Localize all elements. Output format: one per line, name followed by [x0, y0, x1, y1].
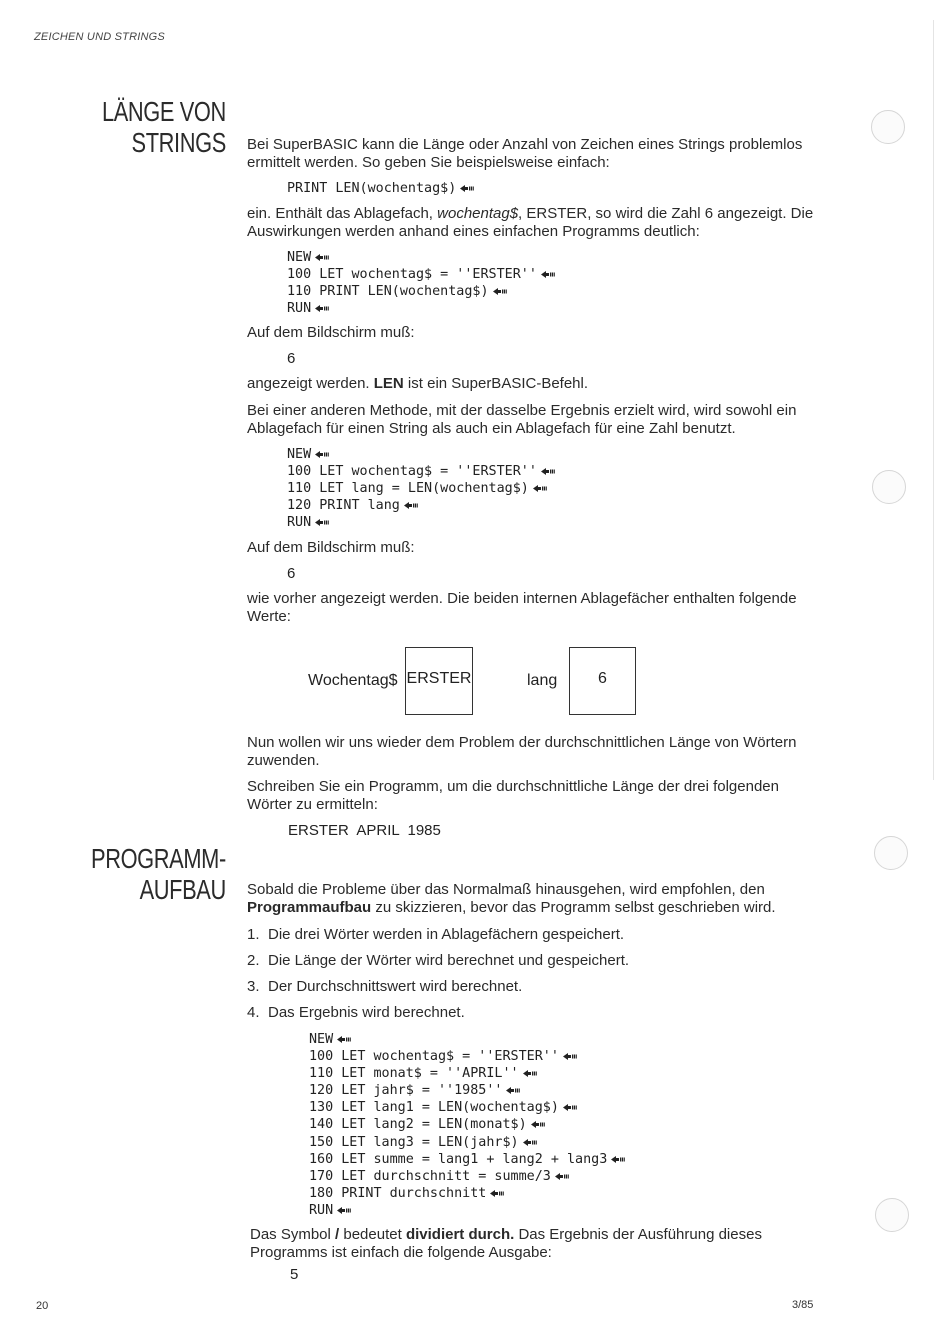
- list-text: Die drei Wörter werden in Ablagefächern gespeichert.: [268, 926, 625, 943]
- code-line: [287, 300, 555, 317]
- code-line: [309, 1168, 625, 1185]
- edition-date: 3/85: [792, 1299, 814, 1311]
- screen-output: 6: [287, 565, 296, 582]
- code-line: [309, 1099, 625, 1116]
- running-head: ZEICHEN UND STRINGS: [34, 31, 165, 43]
- enter-key-icon: [315, 450, 329, 459]
- code-block: [287, 180, 474, 197]
- page-edge: [933, 20, 934, 780]
- code-line: [287, 514, 555, 531]
- storage-box: [569, 647, 636, 715]
- enter-key-icon: [523, 1138, 537, 1147]
- code-text: 130 LET lang1 = LEN(wochentag$): [309, 1100, 559, 1116]
- section-title-line: STRINGS: [131, 127, 226, 158]
- paragraph: Schreiben Sie ein Programm, um die durchschnittliche Länge der drei folgenden Wörter zu ermitteln:: [247, 778, 779, 813]
- code-text: RUN: [287, 515, 312, 531]
- code-text: 140 LET lang2 = LEN(monat$): [309, 1117, 527, 1133]
- punch-hole-icon: [871, 110, 905, 144]
- code-line: [287, 446, 555, 463]
- enter-key-icon: [533, 484, 547, 493]
- code-block: [287, 446, 555, 531]
- code-line: [309, 1048, 625, 1065]
- code-block: [287, 249, 555, 317]
- code-line: [309, 1134, 625, 1151]
- paragraph: [247, 881, 819, 917]
- enter-key-icon: [315, 304, 329, 313]
- text-run: zu skizzieren, bevor das Programm selbst geschrieben wird.: [371, 899, 776, 916]
- variable-label: Wochentag$: [308, 672, 398, 689]
- text-run: , ERSTER, so wird die Zahl 6 angezeigt. Die Auswirkungen werden anhand eines einfachen Programms deutlich:: [247, 205, 814, 240]
- text-run: Sobald die Probleme über das Normalmaß hinausgehen, wird empfohlen, den: [247, 881, 765, 898]
- code-text: 150 LET lang3 = LEN(jahr$): [309, 1134, 519, 1150]
- code-line: [287, 283, 555, 300]
- paragraph: [247, 375, 819, 393]
- paragraph: Bei SuperBASIC kann die Länge oder Anzahl von Zeichen eines Strings problemlos ermittelt werden. So geben Sie beispielsweise einfach:: [247, 136, 803, 171]
- paragraph: [250, 1226, 820, 1262]
- code-text: 170 LET durchschnitt = summe/3: [309, 1168, 551, 1184]
- code-text: 100 LET wochentag$ = ''ERSTER'': [287, 267, 537, 283]
- enter-key-icon: [523, 1069, 537, 1078]
- enter-key-icon: [541, 467, 555, 476]
- code-text: 100 LET wochentag$ = ''ERSTER'': [309, 1049, 559, 1065]
- enter-key-icon: [460, 184, 474, 193]
- list-item: [247, 952, 629, 970]
- code-line: [287, 463, 555, 480]
- text-run: angezeigt werden.: [247, 375, 374, 392]
- enter-key-icon: [541, 270, 555, 279]
- code-line: [309, 1202, 625, 1219]
- code-text: 160 LET summe = lang1 + lang2 + lang3: [309, 1151, 608, 1167]
- code-line: [287, 497, 555, 514]
- code-block: [309, 1031, 625, 1219]
- list-text: Die Länge der Wörter wird berechnet und gespeichert.: [268, 952, 630, 969]
- screen-output: 5: [290, 1266, 299, 1283]
- code-line: [287, 249, 555, 266]
- enter-key-icon: [563, 1103, 577, 1112]
- code-text: RUN: [309, 1202, 334, 1218]
- screen-output: 6: [287, 350, 296, 367]
- enter-key-icon: [490, 1189, 504, 1198]
- variable-label: lang: [527, 672, 558, 689]
- code-line: [309, 1116, 625, 1133]
- code-text: PRINT LEN(wochentag$): [287, 181, 457, 196]
- enter-key-icon: [337, 1206, 351, 1215]
- code-text: 120 LET jahr$ = ''1985'': [309, 1083, 503, 1099]
- code-text: 180 PRINT durchschnitt: [309, 1185, 487, 1201]
- code-line: [309, 1185, 625, 1202]
- code-line: [309, 1065, 625, 1082]
- code-text: RUN: [287, 301, 312, 317]
- code-line: [309, 1031, 625, 1048]
- code-text: NEW: [309, 1032, 334, 1047]
- text-run: Das Symbol: [250, 1226, 336, 1243]
- paragraph: wie vorher angezeigt werden. Die beiden internen Ablagefächer enthalten folgende Werte:: [247, 590, 797, 625]
- code-text: NEW: [287, 250, 312, 265]
- paragraph: [247, 205, 819, 241]
- list-number: 3.: [247, 978, 260, 995]
- list-item: [247, 926, 624, 944]
- text-run: bedeutet: [339, 1226, 406, 1243]
- section-title-line: AUFBAU: [139, 874, 226, 905]
- list-number: 4.: [247, 1004, 260, 1021]
- list-item: [247, 978, 522, 996]
- punch-hole-icon: [872, 470, 906, 504]
- section-title-line: LÄNGE VON: [102, 96, 226, 127]
- storage-value: ERSTER: [406, 670, 472, 687]
- code-text: 120 PRINT lang: [287, 498, 400, 514]
- section-title-laenge-von-strings: [102, 96, 226, 158]
- code-line: [287, 266, 555, 283]
- text-run: ein. Enthält das Ablagefach,: [247, 205, 438, 222]
- bold-term: dividiert durch.: [405, 1226, 515, 1243]
- code-text: 100 LET wochentag$ = ''ERSTER'': [287, 464, 537, 480]
- enter-key-icon: [493, 287, 507, 296]
- punch-hole-icon: [874, 836, 908, 870]
- italic-term: wochentag$: [437, 205, 519, 222]
- code-line: [287, 180, 474, 197]
- bold-term: Programmaufbau: [247, 899, 372, 916]
- enter-key-icon: [337, 1035, 351, 1044]
- enter-key-icon: [531, 1120, 545, 1129]
- storage-value: 6: [598, 670, 607, 687]
- code-text: 110 LET monat$ = ''APRIL'': [309, 1066, 519, 1082]
- code-text: NEW: [287, 447, 312, 462]
- code-text: 110 LET lang = LEN(wochentag$): [287, 481, 529, 497]
- list-number: 2.: [247, 952, 260, 969]
- enter-key-icon: [404, 501, 418, 510]
- enter-key-icon: [315, 253, 329, 262]
- page-number: 20: [36, 1300, 49, 1312]
- list-item: [247, 1004, 465, 1022]
- enter-key-icon: [611, 1155, 625, 1164]
- section-title-line: PROGRAMM-: [91, 843, 226, 874]
- bold-term: LEN: [373, 375, 404, 392]
- bold-term: /: [335, 1226, 340, 1243]
- words-line: ERSTER APRIL 1985: [288, 822, 441, 839]
- paragraph: Bei einer anderen Methode, mit der dasselbe Ergebnis erzielt wird, wird sowohl ein Ablagefach für einen String als auch ein Ablagefach für eine Zahl benutzt.: [247, 402, 797, 437]
- code-line: [309, 1082, 625, 1099]
- text-run: ist ein SuperBASIC-Befehl.: [403, 375, 589, 392]
- paragraph: Nun wollen wir uns wieder dem Problem der durchschnittlichen Länge von Wörtern zuwenden.: [247, 734, 797, 769]
- paragraph: Auf dem Bildschirm muß:: [247, 324, 415, 341]
- code-line: [309, 1151, 625, 1168]
- section-title-programmaufbau: [91, 843, 226, 905]
- list-text: Das Ergebnis wird berechnet.: [268, 1004, 465, 1021]
- code-text: 110 PRINT LEN(wochentag$): [287, 284, 489, 300]
- enter-key-icon: [506, 1086, 520, 1095]
- enter-key-icon: [315, 518, 329, 527]
- list-text: Der Durchschnittswert wird berechnet.: [268, 978, 523, 995]
- enter-key-icon: [555, 1172, 569, 1181]
- text-run: Das Ergebnis der Ausführung dieses Programms ist einfach die folgende Ausgabe:: [250, 1226, 762, 1261]
- list-number: 1.: [247, 926, 260, 943]
- storage-box: [405, 647, 473, 715]
- enter-key-icon: [563, 1052, 577, 1061]
- paragraph: Auf dem Bildschirm muß:: [247, 539, 415, 556]
- punch-hole-icon: [875, 1198, 909, 1232]
- code-line: [287, 480, 555, 497]
